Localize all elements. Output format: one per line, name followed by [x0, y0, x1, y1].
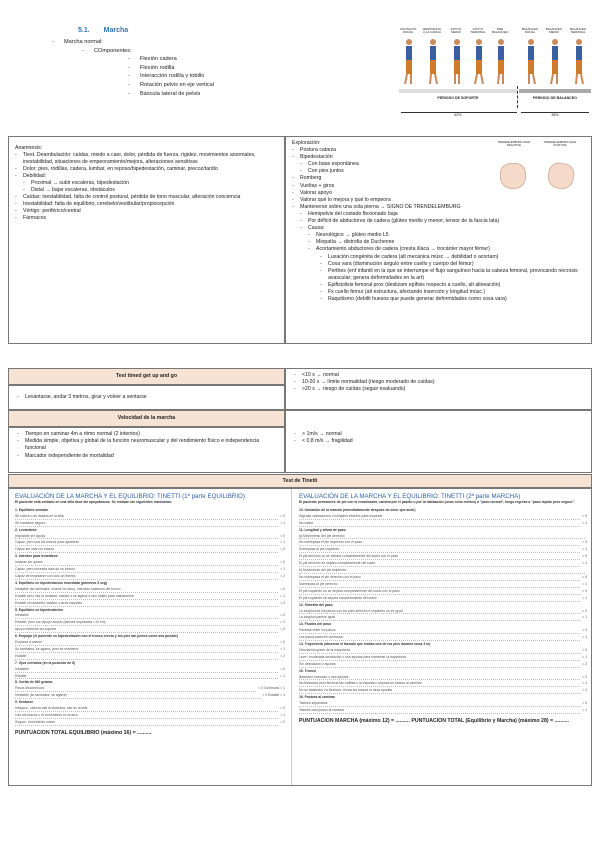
anamnesis-box — [8, 136, 285, 344]
tinetti-item-score: = 2 — [280, 547, 285, 552]
list-item-text: Vértigo: periférico/central — [23, 208, 81, 214]
list-item: - Proximal → subir escaleras, bipedestación — [23, 180, 130, 186]
list-item: - Miopatía → distrofia de Duchenne — [308, 239, 395, 246]
tinetti-item-text: Empieza a caerse — [15, 640, 278, 646]
tinetti-item-score: = 2 — [280, 627, 285, 632]
tinetti-item-text: Capaz, pero necesita más de un intento — [15, 567, 278, 573]
tinetti-item — [299, 655, 587, 662]
tinetti-item-score: = 2 — [280, 653, 285, 658]
velocidad-description — [8, 427, 285, 473]
list-item: - Fármacos — [15, 215, 47, 221]
tinetti-item — [15, 674, 285, 681]
tinetti-item-text: Talones casi juntos al caminar — [299, 708, 580, 714]
tinetti-item-text: 10. Iniciación de la marcha (inmediatamente después de decir que ande) — [299, 507, 416, 512]
tinetti-item-text: Se tambalea, se agarra, pero se mantiene — [15, 647, 278, 653]
anamnesis-title: Anamnesis: — [15, 145, 43, 151]
tinetti-item — [299, 568, 587, 575]
tinetti-item — [299, 648, 587, 655]
list-item-text: Por déficit de abductores de cadera (glúteo medio y menor, tensor de la fascia lata) — [308, 218, 500, 225]
tinetti-marcha-total: PUNTUACION MARCHA (máximo 12) = .......... PUNTUACION TOTAL (Equilibrio y Marcha) (máximo 28) = .......... — [299, 718, 569, 724]
tinetti-item — [15, 720, 285, 727]
list-item-text: > 1m/s → normal — [302, 431, 342, 437]
gait-phase-label: CONTACTO INICIAL — [399, 27, 417, 35]
stance-phase-label: PERIODO DE SOPORTE — [437, 96, 479, 100]
tinetti-item — [299, 675, 587, 682]
list-item: - Dolor: pies, rodillas, cadera, lumbar, en reposo/bipedestación, caminar, precoz/tardío — [15, 166, 218, 172]
list-item-text: Hemipelvis del costado flexionado baja — [308, 210, 398, 217]
tinetti-item — [15, 693, 285, 700]
exploracion-title: Exploración: — [292, 140, 321, 146]
list-item-text: Raquitismo (debilit huesos que puede generar deformidades como coxa vara) — [328, 296, 507, 303]
list-item: - Debilidad: — [15, 173, 47, 179]
component-item: - Báscula lateral de pelvis — [128, 90, 201, 97]
tinetti-item-text: 13. Fluidez del paso — [299, 622, 332, 627]
list-item: - Distal → bajar escaleras, obstáculos — [23, 187, 115, 193]
tinetti-item-text: Usa los brazos o el movimiento es brusco — [15, 713, 278, 719]
list-item: - Epifisiolisis femoral prox (deslizam epífisis respecto a cuello, alt alineación) — [320, 281, 501, 288]
tinetti-item — [299, 547, 587, 554]
list-item-text: Marcador independiente de mortalidad — [25, 452, 114, 459]
section-heading — [78, 27, 140, 34]
tinetti-item-score: = 0 — [280, 533, 285, 538]
tinetti-item-text: No vacila — [299, 521, 580, 527]
tinetti-item — [15, 547, 285, 554]
list-item-text: Con pies juntos — [308, 168, 344, 175]
list-item: - Perthes (enf infantil en la que se interrumpe el flujo sanguíneo hacia la cabeza femoral, provocando necrosis avascular; genera deformidades en la art) — [292, 268, 585, 282]
tinetti-item-text: El pie derecho se separa completamente del suelo — [299, 561, 580, 567]
tinetti-item — [299, 635, 587, 642]
tinetti-item-text: Inestable (se tambalea, mueve los pies), marcado balanceo del tronco — [15, 587, 278, 593]
tinetti-test-sheet — [8, 488, 592, 786]
list-item-text: Luxación congénita de cadera (alt mecánica músc → debilidad o acortam) — [328, 253, 499, 260]
gait-figure-person — [403, 38, 413, 86]
tinetti-item — [15, 620, 285, 627]
list-item-text: Epifisiolisis femoral prox (deslizam epífisis respecto a cuello, alt alineación) — [328, 281, 501, 288]
tinetti-item-text: Capaz, pero usa los brazos para ayudarse — [15, 540, 278, 546]
tinetti-item-text: No balancea pero flexiona las rodillas o la espalda o separa los brazos al caminar — [299, 681, 580, 687]
tinetti-item-score: = 0 — [280, 666, 285, 671]
tinetti-item — [15, 587, 285, 594]
tinetti-item-score: = 0 — [582, 628, 587, 633]
tinetti-item-text: 9. Sentarse — [15, 700, 34, 705]
tinetti-item-text: Capaz de levantarse con sólo un intento — [15, 574, 278, 580]
list-item: - Acortamiento abductores de cadera (cresta ilíaca → trocánter mayor fémur) — [308, 246, 490, 253]
component-label: Rotación pelvis en eje vertical — [140, 81, 214, 88]
component-label: Báscula lateral de pelvis — [140, 90, 201, 97]
tinetti-item-text: Inestable — [15, 613, 278, 619]
list-item: - Valorar qué lo mejora y qué lo empeora — [292, 196, 391, 203]
tinetti-item — [299, 662, 587, 669]
tinetti-item-score: = 1 — [280, 713, 285, 717]
list-item-text: Con base espontánea — [308, 161, 359, 168]
swing-percent: 38% — [551, 113, 559, 117]
tinetti-item-text: Estable pero usa el andador, bastón o se agarra a otro objeto para mantenerse — [15, 594, 278, 600]
list-item-text: Valorar qué lo mejora y qué lo empeora — [300, 196, 391, 203]
tinetti-item — [299, 628, 587, 635]
tinetti-item-score: = 1 — [280, 646, 285, 651]
list-item: - Coxa vara (disminución ángulo entre cuello y cuerpo del fémur) — [320, 260, 474, 267]
list-item: - > 1m/s → normal — [294, 431, 342, 437]
list-item: - Hemipelvis del costado flexionado baja — [300, 210, 398, 217]
tinetti-equilibrio-title: EVALUACIÓN DE LA MARCHA Y EL EQUILIBRIO: TINETTI (1ª parte EQUILIBRIO) — [15, 493, 245, 500]
tinetti-item — [15, 627, 285, 634]
tinetti-item-text: 4. Equilibrio en bipedestación inmediata (primeros 5 seg) — [15, 580, 108, 585]
get-up-go-results — [285, 368, 592, 410]
list-item-text: Bipedestación — [300, 154, 333, 161]
tinetti-item-score: = 0 Estable = 1 — [262, 693, 285, 698]
list-item-text: Causa: — [308, 225, 325, 232]
tinetti-item-text: Balanceo marcado o usa ayudas — [299, 675, 580, 681]
list-item: - 10-20 s → límite normalidad (riesgo moderado de caídas) — [294, 379, 435, 386]
tinetti-item — [15, 686, 285, 693]
list-item-text: Inestabilidad: falta de equilibrio, cerebelo/vestibular/propiocepción — [23, 201, 175, 207]
tinetti-item-text: 5. Equilibrio en bipedestación — [15, 607, 64, 612]
list-item-text: Perthes (enf infantil en la que se interrumpe el flujo sanguíneo hacia la cabeza femoral, provocando necrosis avascular; genera deformidades en la art) — [328, 267, 578, 281]
tinetti-item — [299, 540, 587, 547]
gait-figure-person — [549, 38, 559, 86]
list-item: - Vértigo: periférico/central — [15, 208, 81, 214]
trendelenburg-positive-label: TRENDELENBURG SIGN POSITIVE — [543, 140, 577, 148]
tinetti-item-score: = 1 — [582, 581, 587, 586]
list-item-text: <10 s → normal — [302, 372, 339, 378]
tinetti-item-text: 15. Tronco — [299, 668, 316, 673]
tinetti-item — [299, 688, 587, 695]
tinetti-item-text: El pie izquierdo no se separa completamente del suelo con el paso — [299, 589, 580, 595]
tinetti-item-text: 16. Postura al caminar — [299, 695, 335, 700]
list-item-text: Romberg — [300, 175, 322, 182]
gait-figure-person — [525, 38, 535, 86]
list-item-text: Acortamiento abductores de cadera (cresta ilíaca → trocánter mayor fémur) — [316, 246, 490, 253]
tinetti-item — [15, 514, 285, 521]
tinetti-item-score: = 1 — [280, 540, 285, 545]
list-item-text: Caídas: inestabilidad, falta de control postural, pérdida de tono muscular, alteración conciencia — [23, 194, 241, 200]
trendelenburg-negative-label: TRENDELENBURG SIGN NEGATIVE — [497, 140, 531, 148]
tinetti-item-text: Incapaz sin ayuda — [15, 560, 278, 566]
list-item: - Con base espontánea — [300, 161, 359, 168]
component-label: Flexión cadera — [140, 56, 177, 63]
gait-phase-label: BALANCEO INICIAL — [521, 27, 539, 35]
list-item-text: Tiempo en caminar 4m a ritmo normal (2 intentos) — [25, 431, 140, 437]
list-item: - Marcha normal: — [52, 39, 103, 45]
list-item: - COmponentes: — [82, 47, 132, 54]
list-item: - Bipedestación — [292, 154, 333, 161]
tinetti-equilibrio-column — [15, 493, 285, 736]
tinetti-item — [15, 540, 285, 547]
tinetti-item-score: = 1 — [582, 595, 587, 600]
gait-cycle-figure — [399, 28, 591, 120]
tinetti-item-score: = 2 — [280, 573, 285, 578]
list-item-text: Debilidad: — [23, 173, 47, 179]
tinetti-item-text: Seguro, movimiento suave — [15, 720, 278, 726]
list-item: - Fx cuello fémur (alt estructura, afectando inserción y longitud músc.) — [320, 288, 486, 295]
tinetti-item-text: Sin desviación o ayudas — [299, 662, 580, 668]
tinetti-item — [15, 667, 285, 674]
tinetti-item-text: Los pasos parecen continuos — [299, 635, 580, 641]
tinetti-item-score: = 0 — [582, 701, 587, 706]
tinetti-item-text: Estable — [15, 654, 278, 660]
tinetti-item-score: = 1 — [582, 681, 587, 686]
list-item: - Romberg — [292, 175, 322, 182]
tinetti-header: Test de Tinetti — [8, 474, 592, 488]
list-item: - Caídas: inestabilidad, falta de control postural, pérdida de tono muscular, alteración conciencia — [15, 194, 241, 200]
tinetti-item — [15, 567, 285, 574]
gait-figure-person — [427, 38, 437, 86]
component-item: - Flexión cadera — [128, 56, 177, 63]
tinetti-item-text: 11. Longitud y altura de paso — [299, 527, 346, 532]
list-item: - Tiest. Deambulación: caídas, miedo a caer, dolor, pérdida de fuerza, rigidez, movimientos anormales, inestabilidad, situaciones de empeoramiento/mejora, alteraciones sensitivas — [15, 152, 278, 166]
tinetti-item-score: = 0 — [280, 640, 285, 645]
tinetti-item-score: = 0 — [582, 540, 587, 545]
stance-percent: 62% — [454, 113, 462, 117]
tinetti-item-text: Se mantiene seguro — [15, 521, 278, 527]
list-item: - >20 s → riesgo de caídas (seguir evaluando) — [294, 386, 406, 393]
tinetti-marcha-title: EVALUACIÓN DE LA MARCHA Y EL EQUILIBRIO: TINETTI (2ª parte MARCHA) — [299, 493, 521, 500]
tinetti-item — [15, 654, 285, 661]
list-item: - Valorar apoyo — [292, 189, 332, 196]
list-item-text: Valorar apoyo — [300, 189, 332, 196]
tinetti-item-text: Capaz sin usar los brazos — [15, 547, 278, 553]
tinetti-item — [15, 521, 285, 528]
tinetti-item-score: = 0 — [582, 513, 587, 518]
tinetti-item-text: 7. Ojos cerrados (en la posición de 6) — [15, 660, 76, 665]
tinetti-item-text: b) Movimiento del pie izquierdo: — [299, 568, 585, 574]
tinetti-marcha-column — [299, 493, 587, 724]
list-item: - Con pies juntos — [300, 168, 344, 175]
tinetti-item-score: = 1 — [582, 520, 587, 525]
tinetti-item-text: Inseguro, calcula mal la distancia, cae en la silla — [15, 706, 278, 712]
tinetti-item-score: = 0 — [582, 554, 587, 559]
tinetti-item-text: Estable sin andador, bastón u otros soportes — [15, 601, 278, 607]
section-title: Marcha — [103, 27, 129, 34]
tinetti-item — [299, 534, 587, 541]
gait-figure-person — [473, 38, 483, 86]
tinetti-item-text: a) Movimiento del pie derecho: — [299, 534, 585, 540]
tinetti-item — [15, 713, 285, 720]
gait-phase-label: RESPUESTA A LA CARGA — [423, 27, 441, 35]
gait-figure-person — [495, 38, 505, 86]
list-item: - Inestabilidad: falta de equilibrio, cerebelo/vestibular/propiocepción — [15, 201, 175, 207]
gait-figure-person — [451, 38, 461, 86]
tinetti-item-text: 1. Equilibrio sentado — [15, 507, 49, 512]
list-item-text: Vueltas + giros — [300, 182, 335, 189]
tinetti-item — [299, 681, 587, 688]
tinetti-item — [15, 594, 285, 601]
tinetti-item-score: = 0 — [280, 706, 285, 711]
list-item: - Luxación congénita de cadera (alt mecánica músc → debilidad o acortam) — [320, 253, 499, 260]
tinetti-item-score: = 1 — [582, 547, 587, 552]
list-item-text: Medida simple, objetiva y global de la función neuromuscular y del rendimiento físico e independencia funcional — [25, 438, 260, 452]
tinetti-item — [299, 615, 587, 622]
component-item: - Flexión rodilla — [128, 64, 175, 71]
list-item-text: Distal → bajar escaleras, obstáculos — [31, 187, 115, 193]
tinetti-item-score: = 0 — [582, 647, 587, 652]
list-item-text: Dolor: pies, rodillas, cadera, lumbar, en reposo/bipedestación, caminar, precoz/tardío — [23, 166, 218, 172]
list-item-text: Fx cuello fémur (alt estructura, afectando inserción y longitud músc.) — [328, 288, 486, 295]
tinetti-item-text: Estable, pero con apoyo amplio (talones separados >10 cm) — [15, 620, 278, 626]
tinetti-item — [299, 701, 587, 708]
list-item: - Causa: — [300, 225, 325, 232]
tinetti-item — [15, 647, 285, 654]
tinetti-item — [15, 534, 285, 541]
list-item: - Tiempo en caminar 4m a ritmo normal (2 intentos) — [17, 431, 140, 437]
tinetti-item — [299, 575, 587, 582]
tinetti-item-score: = 0 Continuos = 1 — [258, 686, 285, 691]
tinetti-item-text: Paradas entre los pasos — [299, 628, 580, 634]
tinetti-item — [15, 706, 285, 713]
get-up-go-header: Test timed get up and go — [8, 368, 285, 385]
tinetti-item — [15, 613, 285, 620]
list-item-text: < 0,8 m/s → fragilidad — [302, 438, 353, 445]
tinetti-item-text: 12. Simetría del paso — [299, 602, 333, 607]
tinetti-item-score: = 0 — [582, 608, 587, 613]
velocidad-results — [285, 410, 592, 473]
tinetti-item-text: No sobrepasa el pie izquierdo con el paso — [299, 540, 580, 546]
tinetti-item — [15, 574, 285, 581]
tinetti-item-text: El pie izquierdo se separa completamente del suelo — [299, 596, 580, 602]
tinetti-item — [15, 560, 285, 567]
tinetti-item-text: Estable — [15, 674, 278, 680]
gait-phase-label: BALANCEO TERMINAL — [569, 27, 587, 35]
tinetti-item-score: = 1 — [582, 615, 587, 620]
gait-phase-label: APOYO MEDIO — [450, 27, 462, 35]
component-item: - Interacción rodilla y tobillo — [128, 73, 205, 80]
tinetti-item-text: El pie derecho no se separa completamente del suelo con el paso — [299, 554, 580, 560]
tinetti-item — [299, 521, 587, 528]
component-label: Interacción rodilla y tobillo — [140, 73, 205, 80]
swing-phase-label: PERIODO DE BALANCEO — [533, 96, 577, 100]
tinetti-item-text: Sobrepasa al pie izquierdo — [299, 547, 580, 553]
tinetti-item-score: = 1 — [280, 673, 285, 678]
list-item-text: Miopatía → distrofia de Duchenne — [316, 239, 395, 246]
get-up-go-description: - Levantarse, andar 3 metros, girar y volver a sentarse — [8, 385, 285, 410]
tinetti-item-text: Apoyo estrecho sin soporte — [15, 627, 278, 633]
pelvis-negative-image — [500, 163, 526, 189]
tinetti-item-score: = 0 — [280, 586, 285, 591]
tinetti-item-text: 3. Intentos para levantarse — [15, 554, 58, 559]
tinetti-item-score: = 0 — [582, 574, 587, 579]
tinetti-item-score: = 1 — [582, 561, 587, 566]
tinetti-item-score: = 1 — [280, 567, 285, 572]
tinetti-item-text: 14. Trayectoria (observar el trazado que realiza uno de los pies durante unos 3 m) — [299, 642, 431, 647]
tinetti-item-text: No se balancea, no flexiona, ni usa los brazos ni otras ayudas — [299, 688, 580, 694]
list-item: - <10 s → normal — [294, 372, 339, 378]
exploracion-box — [285, 136, 592, 344]
tinetti-item-text: Inestable (se tambalea, se agarra) — [15, 693, 260, 699]
list-item: - Mantenerse sobre una sola pierna → SIGNO DE TRENDELEMBURG — [292, 203, 461, 210]
tinetti-item-score: = 1 — [280, 620, 285, 625]
gait-phase-label: APOYO TERMINAL — [470, 27, 486, 35]
tinetti-item — [299, 708, 587, 715]
list-item-text: Proximal → subir escaleras, bipedestación — [31, 180, 130, 186]
component-label: Flexión rodilla — [140, 64, 175, 71]
list-item-text: Fármacos — [23, 215, 47, 221]
tinetti-item-score: = 0 — [280, 613, 285, 618]
tinetti-item — [299, 596, 587, 603]
list-item: - < 0,8 m/s → fragilidad — [294, 438, 353, 445]
list-item-text: Tiest. Deambulación: caídas, miedo a caer, dolor, pérdida de fuerza, rigidez, movimientos anormales, inestabilidad, situaciones de empeoramiento/mejora, alteraciones sensitivas — [23, 152, 256, 165]
list-item-text: Neurológico → glúteo medio L5 — [316, 232, 389, 239]
list-item-text: 10-20 s → límite normalidad (riesgo moderado de caídas) — [302, 379, 435, 386]
marcha-normal-list — [52, 38, 372, 98]
tinetti-item — [15, 601, 285, 608]
tinetti-item-text: La longitud de los pasos con los pies derecho e izquierdo no es igual — [299, 609, 580, 615]
tinetti-item-text: 2. Levantarse — [15, 527, 37, 532]
list-item: - Neurológico → glúteo medio L5 — [308, 232, 389, 239]
list-item: - Por déficit de abductores de cadera (glúteo medio y menor, tensor de la fascia lata) — [300, 218, 500, 225]
tinetti-item — [299, 554, 587, 561]
tinetti-item — [15, 640, 285, 647]
list-item: - Medida simple, objetiva y global de la función neuromuscular y del rendimiento físico e independencia funcional — [17, 438, 276, 452]
tinetti-item-score: = 0 — [582, 588, 587, 593]
tinetti-item-score: = 1 — [582, 654, 587, 659]
list-item-text: Postura cabeza — [300, 147, 337, 154]
tinetti-item — [299, 589, 587, 596]
tinetti-item-score: = 2 — [280, 600, 285, 605]
list-item-text: Mantenerse sobre una sola pierna → SIGNO DE TRENDELEMBURG — [300, 203, 461, 210]
tinetti-equilibrio-total: PUNTUACION TOTAL EQUILIBRIO (máximo 16) = .......... — [15, 729, 152, 736]
gait-figure-person — [573, 38, 583, 86]
tinetti-equilibrio-intro: El paciente está sentado en una silla dura sin apoyabrazos. Se realizan las siguientes maniobras: — [15, 500, 172, 504]
velocidad-header: Velocidad de la marcha — [8, 410, 285, 427]
section-number: 5.1. — [78, 27, 90, 34]
tinetti-item-text: 6. Empujar (el paciente en bipedestación con el tronco erecto y los pies tan juntos como sea posible) — [15, 634, 178, 639]
tinetti-item-text: Inestable — [15, 667, 278, 673]
list-item-text: Coxa vara (disminución ángulo entre cuello y cuerpo del fémur) — [328, 260, 474, 267]
tinetti-item-score: = 1 — [280, 520, 285, 525]
tinetti-item-score: = 2 — [280, 719, 285, 724]
tinetti-item-score: = 1 — [582, 708, 587, 713]
list-item: - Vueltas + giros — [292, 182, 335, 189]
tinetti-item-text: Sobrepasa al pie derecho — [299, 582, 580, 588]
tinetti-item-text: Algunas vacilaciones o múltiples intentos para empezar — [299, 514, 580, 520]
tinetti-item-text: La longitud parece igual — [299, 615, 580, 621]
tinetti-item-score: = 0 — [280, 513, 285, 518]
tinetti-item-text: Se inclina o se desliza en la silla — [15, 514, 278, 520]
tinetti-item — [299, 609, 587, 616]
tinetti-item-text: 8. Vuelta de 360 grados — [15, 680, 53, 685]
tinetti-item-text: No sobrepasa el pie derecho con el paso — [299, 575, 580, 581]
tinetti-item-text: Leve / moderada desviación o usa ayudas para mantener la trayectoria — [299, 655, 580, 661]
tinetti-item-text: Talones separados — [299, 701, 580, 707]
tinetti-item-text: Desviación grave de la trayectoria — [299, 648, 580, 654]
component-item: - Rotación pelvis en eje vertical — [128, 81, 214, 88]
tinetti-item — [299, 514, 587, 521]
tinetti-item-score: = 1 — [582, 635, 587, 640]
tinetti-item-score: = 2 — [582, 688, 587, 693]
gait-phase-label: BALANCEO MEDIO — [545, 27, 563, 35]
tinetti-item-text: Pasos discontinuos — [15, 686, 256, 692]
gait-phase-label: PRE BALANCEO — [491, 27, 509, 35]
tinetti-item-score: = 0 — [582, 674, 587, 679]
tinetti-item-score: = 2 — [582, 661, 587, 666]
tinetti-item — [299, 582, 587, 589]
tinetti-item-score: = 1 — [280, 593, 285, 598]
list-item: - Raquitismo (debilit huesos que puede generar deformidades como coxa vara) — [320, 296, 507, 303]
tinetti-marcha-intro: El paciente permanece de pie con el examinador, camina por el pasillo o por la habitación (unos ocho metros) a "paso normal", luego regresa a "paso rápido pero seguro". — [299, 500, 576, 504]
list-item: - Marcador independiente de mortalidad — [17, 452, 114, 459]
tinetti-item-score: = 0 — [280, 560, 285, 565]
list-item: - Postura cabeza — [292, 147, 337, 154]
list-item-text: >20 s → riesgo de caídas (seguir evaluando) — [302, 386, 406, 393]
tinetti-item-text: Imposible sin ayuda — [15, 534, 278, 540]
tinetti-item — [299, 561, 587, 568]
